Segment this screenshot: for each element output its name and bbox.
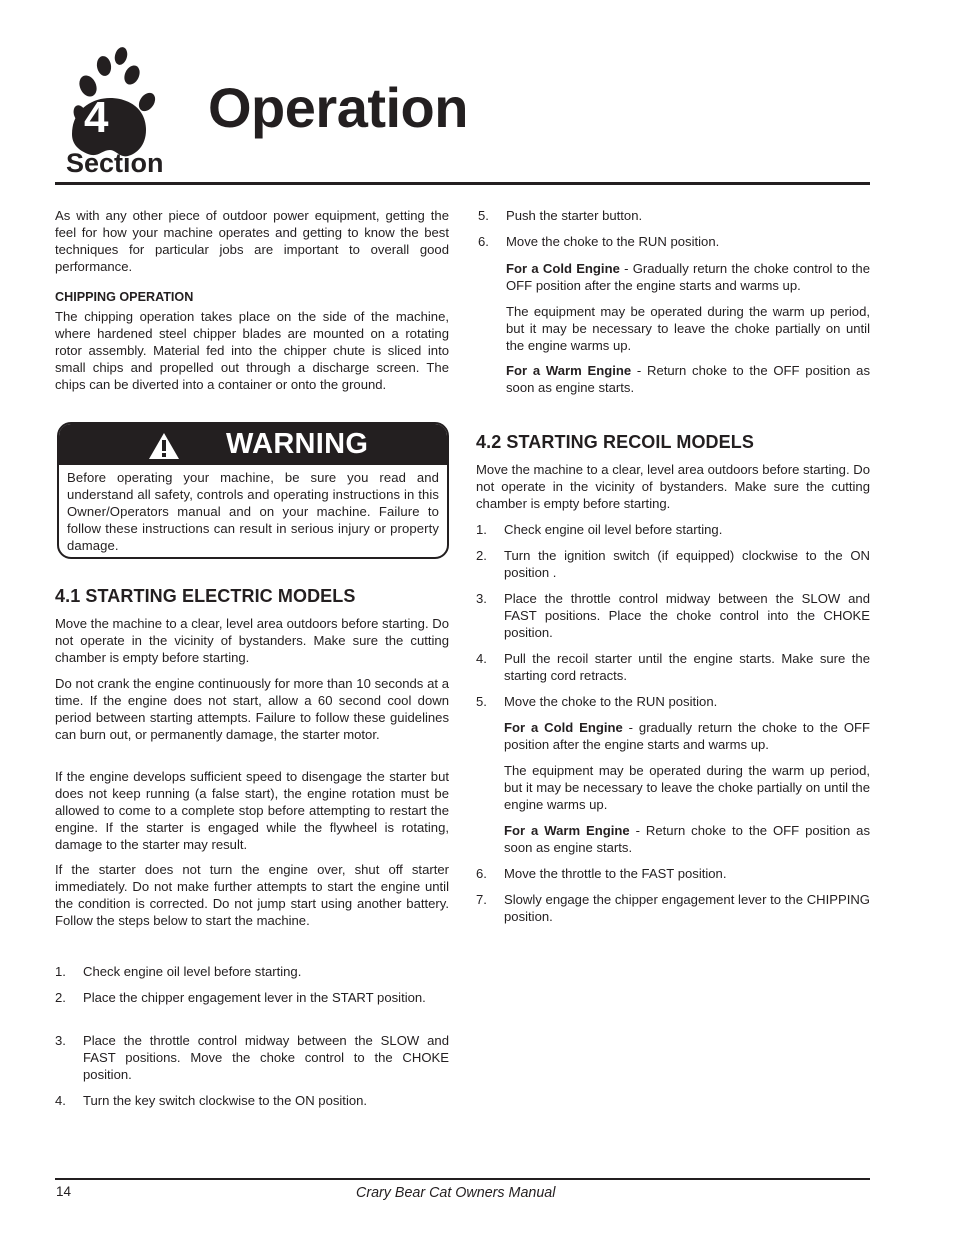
electric-warm-note: For a Warm Engine - Return choke to the OFF position as soon as engine starts. xyxy=(506,363,870,395)
chipping-paragraph: The chipping operation takes place on the side of the machine, where hardened steel chipper blades are mounted on a rotating rotor assembly. Material fed into the chipper chute is sliced into small chips and propelled out through a discharge screen. The chips can be diverted into a container or onto the ground. xyxy=(55,309,449,392)
warning-triangle-icon xyxy=(147,431,181,461)
intro-paragraph: As with any other piece of outdoor power equipment, getting the feel for how your machine operates and getting to know the best techniques for particular jobs are important to overall good performance. xyxy=(55,208,449,274)
page-title: Operation xyxy=(208,76,468,139)
electric-cold-note: For a Cold Engine - Gradually return the choke control to the OFF position after the engine starts and warms up. xyxy=(506,261,870,293)
electric-paragraph-1: Move the machine to a clear, level area outdoors before starting. Do not operate in the vicinity of bystanders. Make sure the cutting chamber is empty before starting. xyxy=(55,616,449,665)
recoil-cold-note: For a Cold Engine - gradually return the choke to the OFF position after the engine starts and warms up. xyxy=(504,720,871,752)
electric-paragraph-4: If the starter does not turn the engine over, shut off starter immediately. Do not make further attempts to start the engine until the condition is corrected. Do not jump start using another battery. Follow the steps below to start the machine. xyxy=(55,862,449,928)
chipping-heading: CHIPPING OPERATION xyxy=(55,290,194,304)
warning-text: Before operating your machine, be sure you read and understand all safety, controls and operating instructions in this Owner/Operators manual and on your machine. Failure to follow these instructions can result in serious injury or property damage. xyxy=(67,470,439,553)
warning-header xyxy=(59,424,447,465)
warning-label: WARNING xyxy=(226,428,369,460)
manual-title: Crary Bear Cat Owners Manual xyxy=(356,1185,556,1201)
recoil-heading: 4.2 STARTING RECOIL MODELS xyxy=(476,432,754,452)
recoil-warm-note: For a Warm Engine - Return choke to the OFF position as soon as engine starts. xyxy=(504,823,870,855)
electric-paragraph-2: Do not crank the engine continuously for more than 10 seconds at a time. If the engine does not start, allow a 60 second cool down period between starting attempts. Failure to follow these guidelines can burn out, or permanently damage, the starter motor. xyxy=(55,676,449,742)
warning-box xyxy=(57,422,449,559)
recoil-paragraph: Move the machine to a clear, level area outdoors before starting. Do not operate in the vicinity of bystanders. Make sure the cutting chamber is empty before starting. xyxy=(476,462,870,511)
header-divider xyxy=(55,182,870,185)
section-label: Section xyxy=(66,148,164,178)
footer-divider xyxy=(55,1178,870,1180)
section-number: 4 xyxy=(84,93,109,142)
page-number: 14 xyxy=(56,1184,72,1199)
electric-heading: 4.1 STARTING ELECTRIC MODELS xyxy=(55,586,356,606)
recoil-warmup-note: The equipment may be operated during the warm up period, but it may be necessary to leave the choke partially on until the engine warms up. xyxy=(504,763,870,812)
electric-paragraph-3: If the engine develops sufficient speed to disengage the starter but does not keep running (a false start), the engine rotation must be allowed to come to a complete stop before attempting to restart the engine. If the starter is engaged while the flywheel is rotating, damage to the starter may result. xyxy=(55,769,449,852)
electric-warmup-note: The equipment may be operated during the warm up period, but it may be necessary to leave the choke partially on until the engine warms up. xyxy=(506,304,870,353)
